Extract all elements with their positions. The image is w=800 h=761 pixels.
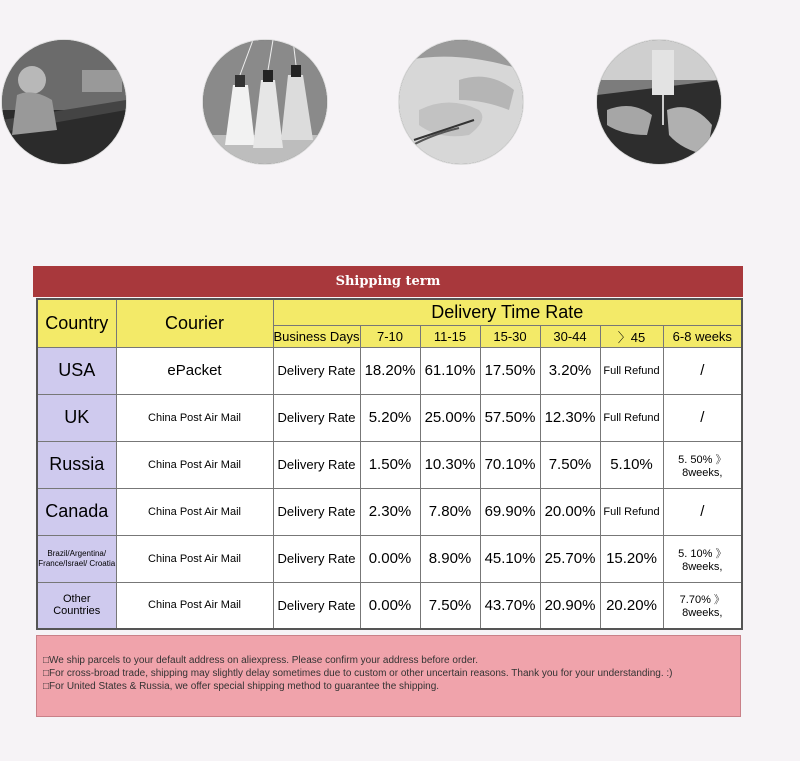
row-rate-11-15: 10.30% <box>420 441 480 488</box>
shipping-notes <box>36 635 741 717</box>
row-country: Other Countries <box>37 582 116 629</box>
shipping-rate-table <box>36 298 743 630</box>
subheader-45: 〉45 <box>600 325 663 347</box>
row-country: Canada <box>37 488 116 535</box>
row-rate-7-10: 0.00% <box>360 535 420 582</box>
row-rate-11-15: 7.50% <box>420 582 480 629</box>
table-row <box>37 582 742 629</box>
row-label: Delivery Rate <box>273 535 360 582</box>
col-courier-header: Courier <box>116 299 273 347</box>
row-rate-15-30: 17.50% <box>480 347 540 394</box>
row-rate-7-10: 2.30% <box>360 488 420 535</box>
row-label: Delivery Rate <box>273 441 360 488</box>
row-country: UK <box>37 394 116 441</box>
row-courier: China Post Air Mail <box>116 394 273 441</box>
row-courier: China Post Air Mail <box>116 488 273 535</box>
subheader-7-10: 7-10 <box>360 325 420 347</box>
row-rate-45: 15.20% <box>600 535 663 582</box>
row-rate-45: Full Refund <box>600 488 663 535</box>
subheader-business-days: Business Days <box>273 325 360 347</box>
row-courier: China Post Air Mail <box>116 441 273 488</box>
row-rate-45: 20.20% <box>600 582 663 629</box>
row-rate-11-15: 25.00% <box>420 394 480 441</box>
row-rate-30-44: 12.30% <box>540 394 600 441</box>
table-row <box>37 394 742 441</box>
row-rate-6-8-weeks: / <box>663 394 742 441</box>
delivery-time-header: Delivery Time Rate <box>273 299 742 325</box>
row-courier: ePacket <box>116 347 273 394</box>
subheader-30-44: 30-44 <box>540 325 600 347</box>
row-rate-11-15: 7.80% <box>420 488 480 535</box>
row-rate-6-8-weeks: / <box>663 488 742 535</box>
row-rate-15-30: 69.90% <box>480 488 540 535</box>
row-country: Russia <box>37 441 116 488</box>
row-country: Brazil/Argentina/ France/Israel/ Croatia <box>37 535 116 582</box>
row-rate-15-30: 70.10% <box>480 441 540 488</box>
hand-sewing-icon <box>399 40 523 164</box>
photo-strip <box>0 40 800 220</box>
thread-spools-icon <box>203 40 327 164</box>
row-rate-15-30: 45.10% <box>480 535 540 582</box>
row-label: Delivery Rate <box>273 347 360 394</box>
table-row <box>37 488 742 535</box>
row-rate-15-30: 43.70% <box>480 582 540 629</box>
row-rate-6-8-weeks: 5. 50% 》8weeks, <box>663 441 742 488</box>
shipping-term-banner: Shipping term <box>33 266 743 297</box>
note-line: □We ship parcels to your default address on aliexpress. Please confirm your address before order. <box>43 655 478 666</box>
row-rate-30-44: 20.00% <box>540 488 600 535</box>
row-rate-45: Full Refund <box>600 347 663 394</box>
row-label: Delivery Rate <box>273 582 360 629</box>
subheader-11-15: 11-15 <box>420 325 480 347</box>
row-rate-30-44: 7.50% <box>540 441 600 488</box>
row-country: USA <box>37 347 116 394</box>
row-label: Delivery Rate <box>273 488 360 535</box>
row-rate-7-10: 18.20% <box>360 347 420 394</box>
table-row <box>37 347 742 394</box>
row-rate-6-8-weeks: 7.70% 》8weeks, <box>663 582 742 629</box>
note-line: □For United States & Russia, we offer special shipping method to guarantee the shipping. <box>43 681 440 692</box>
subheader-6-8-weeks: 6-8 weeks <box>663 325 742 347</box>
row-rate-7-10: 1.50% <box>360 441 420 488</box>
row-rate-7-10: 5.20% <box>360 394 420 441</box>
sewing-machine-icon <box>597 40 721 164</box>
row-rate-30-44: 25.70% <box>540 535 600 582</box>
row-rate-30-44: 20.90% <box>540 582 600 629</box>
row-rate-15-30: 57.50% <box>480 394 540 441</box>
row-rate-6-8-weeks: / <box>663 347 742 394</box>
table-row <box>37 441 742 488</box>
row-rate-7-10: 0.00% <box>360 582 420 629</box>
note-line: □For cross-broad trade, shipping may slightly delay sometimes due to custom or other uncertain reasons. Thank you for your understanding. :) <box>43 668 673 679</box>
col-country-header: Country <box>37 299 116 347</box>
fabric-worker-icon <box>2 40 126 164</box>
row-rate-45: 5.10% <box>600 441 663 488</box>
row-rate-30-44: 3.20% <box>540 347 600 394</box>
row-courier: China Post Air Mail <box>116 535 273 582</box>
row-rate-45: Full Refund <box>600 394 663 441</box>
table-row <box>37 535 742 582</box>
row-courier: China Post Air Mail <box>116 582 273 629</box>
row-rate-11-15: 61.10% <box>420 347 480 394</box>
row-label: Delivery Rate <box>273 394 360 441</box>
row-rate-11-15: 8.90% <box>420 535 480 582</box>
row-rate-6-8-weeks: 5. 10% 》8weeks, <box>663 535 742 582</box>
subheader-15-30: 15-30 <box>480 325 540 347</box>
